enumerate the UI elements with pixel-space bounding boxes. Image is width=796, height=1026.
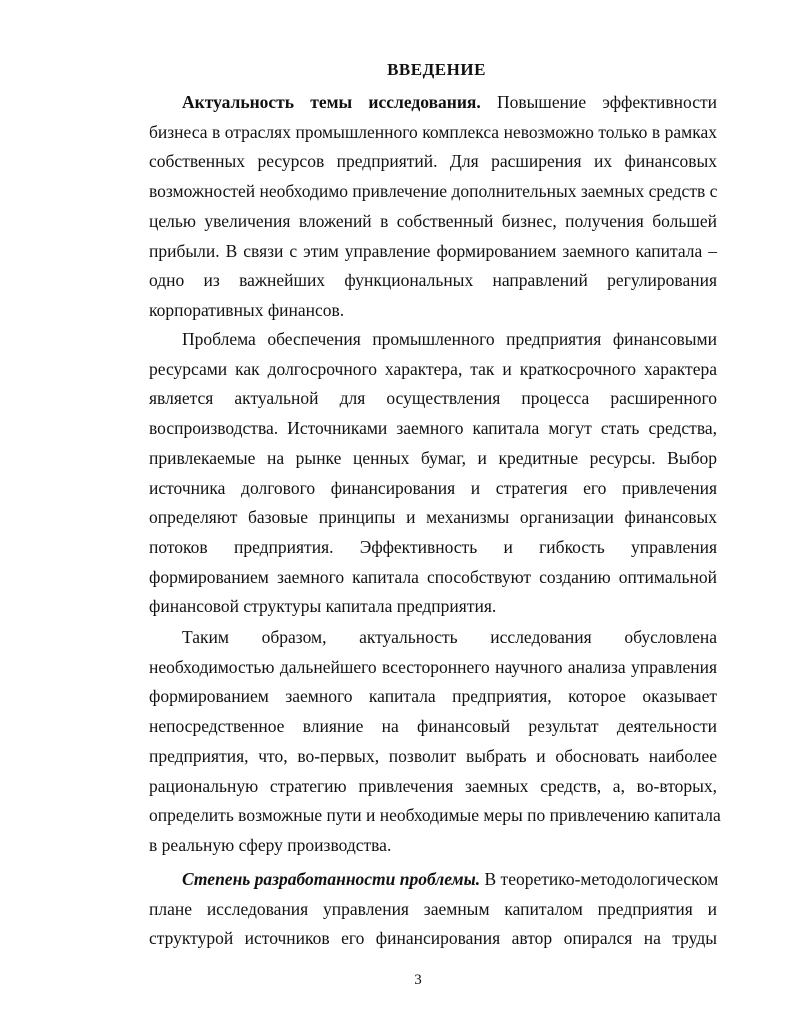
paragraph-development — [116, 865, 717, 954]
text-line: собственных ресурсов предприятий. Для расширения их финансовых — [149, 151, 717, 172]
text-line: в реальную сферу производства. — [149, 834, 392, 855]
text-line: плане исследования управления заемным капиталом предприятия и — [149, 898, 717, 919]
text-line: Актуальность темы исследования. Повышение эффективности — [182, 92, 718, 112]
text-line: Таким образом, актуальность исследования обусловлена — [182, 627, 717, 647]
text-line: источника долгового финансирования и стратегия его привлечения — [149, 477, 717, 498]
text-line: Степень разработанности проблемы. В теоретико-методологическом — [182, 869, 719, 889]
text-line: привлекаемые на рынке ценных бумаг, и кредитные ресурсы. Выбор — [149, 447, 717, 468]
text-line: потоков предприятия. Эффективность и гибкость управления — [149, 536, 717, 557]
paragraph-lead: Степень разработанности проблемы. — [182, 869, 481, 889]
paragraph-conclusion — [116, 623, 721, 861]
paragraph-problem — [116, 325, 717, 622]
text-line: определить возможные пути и необходимые меры по привлечению капитала — [149, 805, 721, 826]
text-line: одно из важнейших функциональных направлений регулирования — [149, 270, 717, 291]
text-line: бизнеса в отраслях промышленного комплекса невозможно только в рамках — [149, 121, 717, 142]
page-number: 3 — [414, 972, 422, 988]
text-line: воспроизводства. Источниками заемного капитала могут стать средства, — [149, 418, 717, 439]
text-line: корпоративных финансов. — [149, 299, 345, 320]
text-line: целью увеличения вложений в собственный бизнес, получения большей — [149, 210, 717, 231]
text-line: предприятия, что, во-первых, позволит выбрать и обосновать наиболее — [149, 745, 717, 766]
paragraph-lead: Актуальность темы исследования. — [182, 92, 481, 112]
text-line: формированием заемного капитала способствуют созданию оптимальной — [149, 566, 717, 587]
text-line: является актуальной для осуществления процесса расширенного — [149, 388, 717, 409]
text-line: финансовой структуры капитала предприятия. — [149, 596, 497, 617]
text-line: структурой источников его финансирования автор опирался на труды — [149, 928, 717, 949]
text-line: рациональную стратегию привлечения заемных средств, а, во-вторых, — [149, 775, 717, 796]
text-line: непосредственное влияние на финансовый результат деятельности — [149, 716, 717, 737]
paragraph-relevance — [116, 88, 717, 326]
page-heading: ВВЕДЕНИЕ — [387, 60, 486, 79]
text-line: определяют базовые принципы и механизмы организации финансовых — [149, 507, 717, 528]
text-line: прибыли. В связи с этим управление формированием заемного капитала – — [149, 240, 717, 261]
text-line: возможностей необходимо привлечение дополнительных заемных средств с — [149, 181, 718, 202]
text-line: ресурсами как долгосрочного характера, так и краткосрочного характера — [149, 358, 717, 379]
text-line: формированием заемного капитала предприятия, которое оказывает — [149, 686, 717, 707]
text-line: необходимостью дальнейшего всестороннего научного анализа управления — [149, 656, 717, 677]
text-line: Проблема обеспечения промышленного предприятия финансовыми — [182, 329, 717, 349]
